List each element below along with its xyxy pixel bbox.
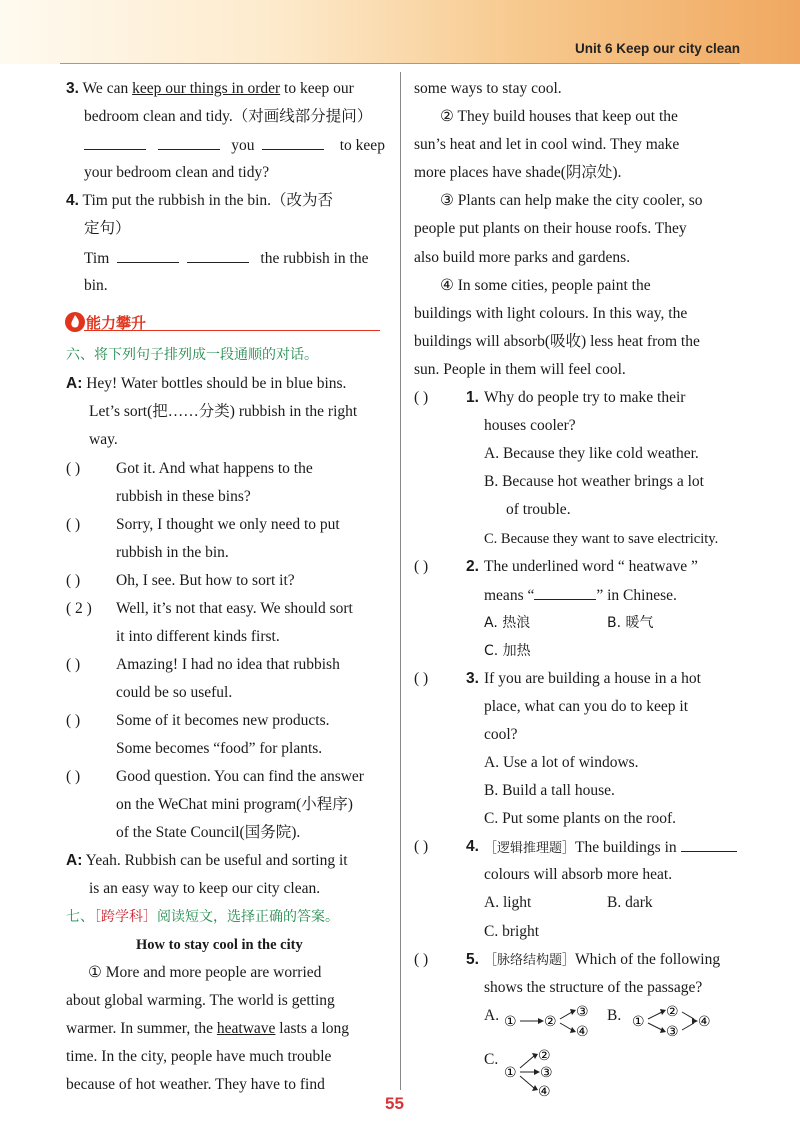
q3-line4: your bedroom clean and tidy? bbox=[84, 164, 270, 181]
flame-icon bbox=[64, 311, 86, 333]
question-text: ［逻辑推理题］The buildings in bbox=[484, 837, 737, 859]
question-text: cool? bbox=[484, 726, 518, 743]
question-text: colours will absorb more heat. bbox=[484, 866, 673, 883]
passage-line: ② They build houses that keep out the bbox=[440, 108, 678, 125]
dialog-item-line1: Got it. And what happens to the bbox=[116, 460, 313, 477]
answer-blank[interactable] bbox=[534, 585, 596, 600]
section7-title: 七、［跨学科］阅读短文，选择正确的答案。 bbox=[66, 909, 339, 925]
node: ④ bbox=[576, 1024, 589, 1040]
dialog-a1-line1: A: Hey! Water bottles should be in blue bins. bbox=[66, 375, 347, 392]
node: ① bbox=[632, 1014, 645, 1030]
option-c[interactable]: C. bright bbox=[484, 923, 540, 940]
node: ③ bbox=[540, 1065, 553, 1081]
question-tag: ［逻辑推理题］ bbox=[484, 841, 576, 856]
unit-title: Unit 6 Keep our city clean bbox=[574, 41, 740, 56]
passage-line: buildings will absorb(吸收) less heat from the bbox=[414, 333, 700, 350]
passage-line: time. In the city, people have much trouble bbox=[66, 1048, 332, 1065]
option-a[interactable]: A. Because they like cold weather. bbox=[484, 445, 699, 462]
order-paren[interactable]: ( ) bbox=[66, 460, 81, 477]
option-c[interactable]: C. bbox=[484, 1051, 499, 1068]
passage-line: also build more parks and gardens. bbox=[414, 249, 631, 266]
q3-line3: you to keep bbox=[84, 135, 385, 156]
q4-line3: Tim the rubbish in the bbox=[84, 250, 369, 267]
answer-paren[interactable]: ( ) bbox=[414, 558, 429, 575]
dialog-item-line2: Some becomes “food” for plants. bbox=[116, 740, 323, 757]
question-text: place, what can you do to keep it bbox=[484, 698, 689, 715]
dialog-item-line2: it into different kinds first. bbox=[116, 628, 280, 645]
passage-line: sun. People in them will feel cool. bbox=[414, 361, 626, 378]
node: ③ bbox=[666, 1024, 679, 1040]
column-divider bbox=[400, 72, 401, 1090]
question-text: shows the structure of the passage? bbox=[484, 979, 703, 996]
question-number: 1. bbox=[466, 389, 479, 406]
passage-line: ① More and more people are worried bbox=[88, 964, 322, 981]
dialog-item-line1: Good question. You can find the answer bbox=[116, 768, 364, 785]
passage-title: How to stay cool in the city bbox=[136, 937, 303, 953]
option-b[interactable]: B. bbox=[607, 1007, 622, 1024]
passage-line: because of hot weather. They have to find bbox=[66, 1076, 325, 1093]
option-b[interactable]: B. Build a tall house. bbox=[484, 782, 615, 799]
question-number: 4. bbox=[466, 838, 479, 855]
dialog-item-line3: of the State Council(国务院). bbox=[116, 824, 301, 841]
passage-line: ④ In some cities, people paint the bbox=[440, 277, 651, 294]
dialog-item-line1: Well, it’s not that easy. We should sort bbox=[116, 600, 353, 617]
question-tag: ［脉络结构题］ bbox=[484, 953, 576, 968]
structure-diagram-b bbox=[628, 1000, 728, 1040]
answer-paren[interactable]: ( ) bbox=[414, 389, 429, 406]
node: ④ bbox=[698, 1014, 711, 1030]
option-c[interactable]: C. 加热 bbox=[484, 643, 531, 659]
q4-line4: bin. bbox=[84, 277, 108, 294]
dialog-item-line1: Sorry, I thought we only need to put bbox=[116, 516, 340, 533]
option-b[interactable]: B. Because hot weather brings a lot bbox=[484, 473, 704, 490]
option-c[interactable]: C. Put some plants on the roof. bbox=[484, 810, 677, 827]
node: ② bbox=[666, 1004, 679, 1020]
order-paren[interactable]: ( ) bbox=[66, 712, 81, 729]
dialog-item-line2: on the WeChat mini program(小程序) bbox=[116, 796, 353, 813]
passage-line: ③ Plants can help make the city cooler, so bbox=[440, 192, 703, 209]
question-number: 5. bbox=[466, 951, 479, 968]
dialog-a1-line3: way. bbox=[89, 431, 118, 448]
node: ① bbox=[504, 1065, 517, 1081]
answer-blank[interactable] bbox=[117, 248, 179, 263]
option-b[interactable]: B. 暖气 bbox=[607, 615, 654, 631]
order-paren[interactable]: ( ) bbox=[66, 768, 81, 785]
dialog-a2-line1: A: Yeah. Rubbish can be useful and sorting it bbox=[66, 852, 348, 869]
question-text: houses cooler? bbox=[484, 417, 576, 434]
question-number: 2. bbox=[466, 558, 479, 575]
dialog-a1-line2: Let’s sort(把……分类) rubbish in the right bbox=[89, 403, 358, 420]
answer-blank[interactable] bbox=[681, 837, 737, 852]
answer-blank[interactable] bbox=[158, 135, 220, 150]
question-text: ［脉络结构题］Which of the following bbox=[484, 951, 721, 968]
dialog-item-line1: Amazing! I had no idea that rubbish bbox=[116, 656, 340, 673]
question-number: 3. bbox=[466, 670, 479, 687]
answer-blank[interactable] bbox=[262, 135, 324, 150]
q3-line1: 3. We can keep our things in order to keep our bbox=[66, 80, 354, 97]
question-text: The underlined word “ heatwave ” bbox=[484, 558, 698, 575]
passage-line: more places have shade(阴凉处). bbox=[414, 164, 622, 181]
question-text: If you are building a house in a hot bbox=[484, 670, 701, 687]
header-rule bbox=[60, 63, 740, 64]
section6-title: 六、将下列句子排列成一段通顺的对话。 bbox=[66, 347, 318, 363]
dialog-item-line2: could be so useful. bbox=[116, 684, 233, 701]
banner-rule bbox=[84, 330, 380, 331]
passage-line: some ways to stay cool. bbox=[414, 80, 562, 97]
q4-line2: 定句） bbox=[84, 220, 131, 237]
structure-diagram-c bbox=[502, 1044, 572, 1100]
answer-blank[interactable] bbox=[84, 135, 146, 150]
node: ① bbox=[504, 1014, 517, 1030]
dialog-item-line2: rubbish in the bin. bbox=[116, 544, 229, 561]
option-a[interactable]: A. light bbox=[484, 894, 532, 911]
passage-line: about global warming. The world is getting bbox=[66, 992, 335, 1009]
node: ② bbox=[538, 1048, 551, 1064]
node: ② bbox=[544, 1014, 557, 1030]
order-paren[interactable]: ( ) bbox=[66, 572, 81, 589]
option-a[interactable]: A. bbox=[484, 1007, 500, 1024]
passage-line: warmer. In summer, the heatwave lasts a long bbox=[66, 1020, 350, 1037]
passage-line: sun’s heat and let in cool wind. They make bbox=[414, 136, 680, 153]
option-a[interactable]: A. 热浪 bbox=[484, 615, 531, 631]
dialog-item-line2: rubbish in these bins? bbox=[116, 488, 251, 505]
dialog-a2-line2: is an easy way to keep our city clean. bbox=[89, 880, 321, 897]
question-text: means “ ” in Chinese. bbox=[484, 587, 677, 604]
question-text: Why do people try to make their bbox=[484, 389, 686, 406]
section-banner: 能力攀升 bbox=[86, 314, 147, 332]
page-number: 55 bbox=[385, 1094, 404, 1113]
order-paren[interactable]: ( ) bbox=[66, 516, 81, 533]
passage-line: buildings with light colours. In this way, the bbox=[414, 305, 688, 322]
answer-paren[interactable]: ( ) bbox=[414, 838, 429, 855]
option-b-cont: of trouble. bbox=[506, 501, 571, 518]
node: ④ bbox=[538, 1084, 551, 1100]
node: ③ bbox=[576, 1004, 589, 1020]
structure-diagram-a bbox=[500, 1000, 600, 1040]
answer-blank[interactable] bbox=[187, 248, 249, 263]
answer-paren[interactable]: ( ) bbox=[414, 670, 429, 687]
answer-paren[interactable]: ( ) bbox=[414, 951, 429, 968]
order-paren[interactable]: ( 2 ) bbox=[66, 600, 92, 617]
passage-line: people put plants on their house roofs. They bbox=[414, 220, 687, 237]
q4-line1: 4. Tim put the rubbish in the bin.（改为否 bbox=[66, 192, 333, 209]
dialog-item-line1: Some of it becomes new products. bbox=[116, 712, 330, 729]
option-b[interactable]: B. dark bbox=[607, 894, 653, 911]
option-a[interactable]: A. Use a lot of windows. bbox=[484, 754, 639, 771]
q3-line2: bedroom clean and tidy.（对画线部分提问） bbox=[84, 108, 373, 125]
option-c[interactable]: C. Because they want to save electricity. bbox=[484, 531, 719, 547]
order-paren[interactable]: ( ) bbox=[66, 656, 81, 673]
dialog-item-line1: Oh, I see. But how to sort it? bbox=[116, 572, 295, 589]
